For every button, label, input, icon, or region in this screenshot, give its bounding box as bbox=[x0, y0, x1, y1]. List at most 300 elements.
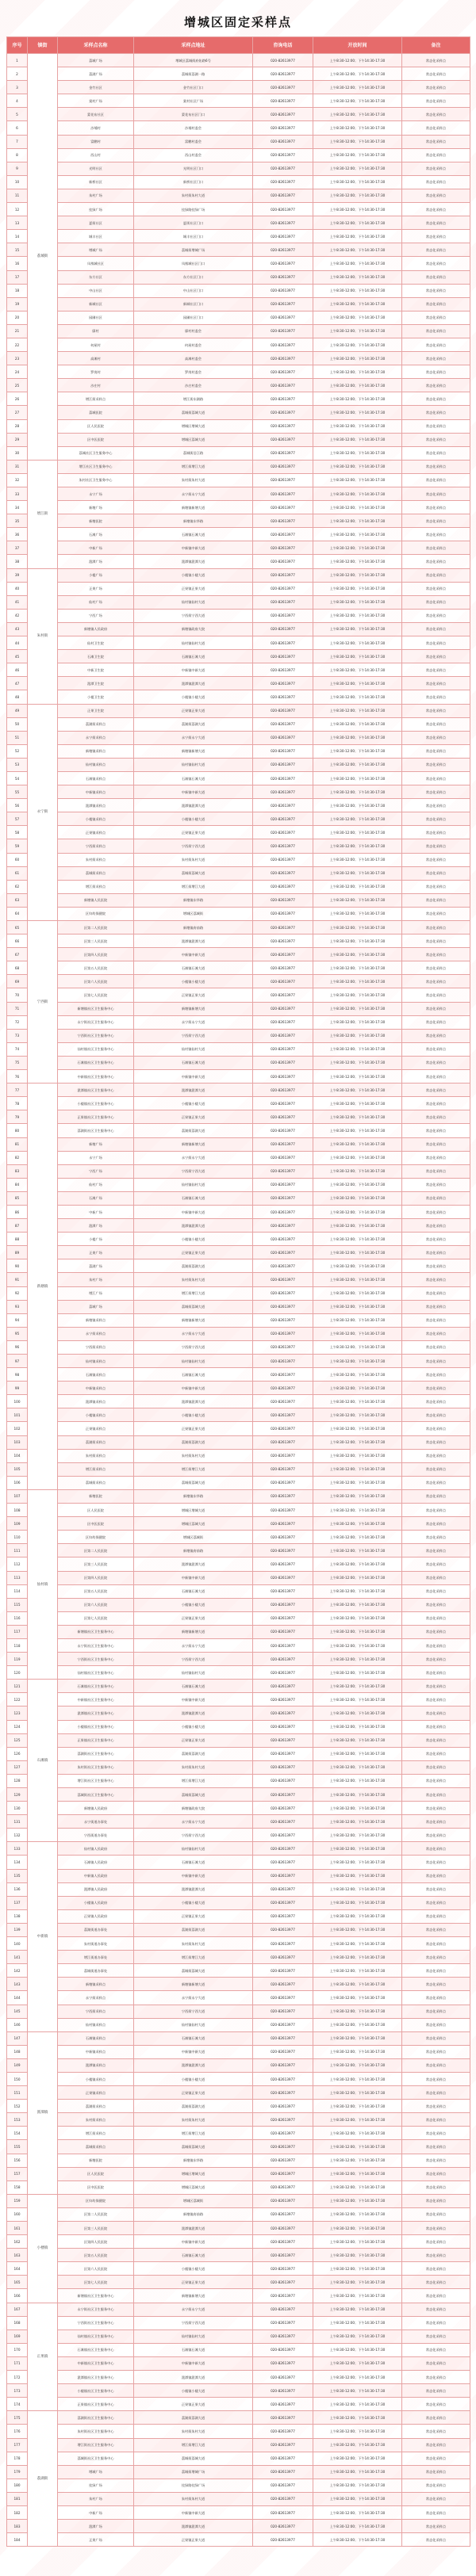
cell-site-name: 正果广场 bbox=[58, 2533, 134, 2547]
cell-phone: 020-82613977 bbox=[253, 690, 313, 704]
cell-site-name: 石滩镇社区卫生服务中心 bbox=[58, 1056, 134, 1069]
table-row bbox=[7, 1680, 470, 1693]
cell-hours: 上午8:30-12:00；下午14:30-17:30 bbox=[313, 2140, 402, 2154]
cell-phone: 020-82613977 bbox=[253, 1733, 313, 1747]
cell-note: 常态化采样点 bbox=[402, 243, 470, 257]
cell-site-name: 小楼镇社区卫生服务中心 bbox=[58, 2384, 134, 2398]
cell-phone: 020-82613977 bbox=[253, 1313, 313, 1327]
cell-no: 103 bbox=[7, 1435, 28, 1449]
cell-site-address: 新塘镇政府大院 bbox=[134, 1802, 253, 1815]
cell-phone: 020-82613977 bbox=[253, 758, 313, 771]
cell-site-name: 区第六人民医院 bbox=[58, 2262, 134, 2276]
cell-no: 89 bbox=[7, 1246, 28, 1259]
cell-site-name: 小楼镇采样点 bbox=[58, 812, 134, 826]
cell-note: 常态化采样点 bbox=[402, 2479, 470, 2492]
cell-hours: 上午8:30-12:00；下午14:30-17:30 bbox=[313, 704, 402, 717]
table-row bbox=[7, 2465, 470, 2479]
cell-hours: 上午8:30-12:00；下午14:30-17:30 bbox=[313, 1611, 402, 1625]
table-row bbox=[7, 1178, 470, 1191]
table-row bbox=[7, 1504, 470, 1517]
cell-phone: 020-82613977 bbox=[253, 1517, 313, 1531]
cell-no: 155 bbox=[7, 2140, 28, 2154]
cell-note: 常态化采样点 bbox=[402, 866, 470, 880]
table-row bbox=[7, 1693, 470, 1707]
cell-note: 常态化采样点 bbox=[402, 1842, 470, 1856]
cell-hours: 上午8:30-12:00；下午14:30-17:30 bbox=[313, 257, 402, 270]
cell-hours: 上午8:30-12:00；下午14:30-17:30 bbox=[313, 1273, 402, 1286]
cell-site-address: 石滩镇石滩大道 bbox=[134, 2343, 253, 2356]
cell-site-name: 朱村街采样点 bbox=[58, 853, 134, 866]
cell-site-address: 正果镇正果大道 bbox=[134, 2276, 253, 2289]
table-row bbox=[7, 270, 470, 284]
cell-no: 96 bbox=[7, 1340, 28, 1354]
cell-note: 常态化采样点 bbox=[402, 324, 470, 338]
cell-phone: 020-82613977 bbox=[253, 2045, 313, 2058]
cell-note: 常态化采样点 bbox=[402, 1774, 470, 1787]
cell-site-name: 区第七人民医院 bbox=[58, 988, 134, 1002]
cell-hours: 上午8:30-12:00；下午14:30-17:30 bbox=[313, 1638, 402, 1652]
cell-hours: 上午8:30-12:00；下午14:30-17:30 bbox=[313, 2072, 402, 2085]
cell-no: 140 bbox=[7, 1937, 28, 1951]
cell-hours: 上午8:30-12:00；下午14:30-17:30 bbox=[313, 1042, 402, 1056]
cell-note: 常态化采样点 bbox=[402, 2505, 470, 2519]
cell-site-name: 城丰社区 bbox=[58, 230, 134, 243]
cell-no: 133 bbox=[7, 1842, 28, 1856]
cell-note: 常态化采样点 bbox=[402, 2249, 470, 2262]
cell-note: 常态化采样点 bbox=[402, 2018, 470, 2031]
cell-phone: 020-82613977 bbox=[253, 1219, 313, 1233]
cell-no: 81 bbox=[7, 1137, 28, 1151]
cell-site-address: 荔城街荔城大道 bbox=[134, 406, 253, 419]
cell-note: 常态化采样点 bbox=[402, 975, 470, 988]
cell-site-name: 小楼镇社区卫生服务中心 bbox=[58, 1720, 134, 1733]
cell-site-address: 宁西街宁西大道 bbox=[134, 1340, 253, 1354]
cell-site-address: 派潭镇派潭大道 bbox=[134, 1557, 253, 1571]
cell-phone: 020-82613977 bbox=[253, 81, 313, 94]
cell-site-address: 派潭镇派潭大道 bbox=[134, 555, 253, 568]
cell-note: 常态化采样点 bbox=[402, 2086, 470, 2100]
cell-site-address: 新塘镇府前路 bbox=[134, 921, 253, 934]
cell-phone: 020-82613977 bbox=[253, 1070, 313, 1084]
cell-hours: 上午8:30-12:00；下午14:30-17:30 bbox=[313, 1015, 402, 1029]
cell-site-address: 中新镇中新大道 bbox=[134, 785, 253, 799]
cell-hours: 上午8:30-12:00；下午14:30-17:30 bbox=[313, 948, 402, 961]
cell-phone: 020-82613977 bbox=[253, 297, 313, 311]
cell-town: 永宁街 bbox=[28, 704, 58, 921]
table-row bbox=[7, 2167, 470, 2180]
table-row bbox=[7, 799, 470, 812]
table-row bbox=[7, 1164, 470, 1178]
cell-note: 常态化采样点 bbox=[402, 94, 470, 108]
table-row bbox=[7, 2249, 470, 2262]
cell-site-name: 区第三人民医院 bbox=[58, 934, 134, 948]
table-row bbox=[7, 1233, 470, 1246]
table-row bbox=[7, 717, 470, 731]
cell-site-name: 区第七人民医院 bbox=[58, 2276, 134, 2289]
cell-no: 113 bbox=[7, 1571, 28, 1584]
cell-no: 23 bbox=[7, 352, 28, 365]
cell-no: 27 bbox=[7, 406, 28, 419]
cell-no: 149 bbox=[7, 2058, 28, 2072]
cell-site-name: 区第六人民医院 bbox=[58, 1598, 134, 1611]
table-row bbox=[7, 1625, 470, 1638]
table-row bbox=[7, 2452, 470, 2465]
cell-site-address: 朱村街朱村大道 bbox=[134, 2425, 253, 2438]
cell-site-address: 荔湖街荔湖大道 bbox=[134, 2411, 253, 2425]
cell-hours: 上午8:30-12:00；下午14:30-17:30 bbox=[313, 744, 402, 758]
cell-note: 常态化采样点 bbox=[402, 1923, 470, 1936]
cell-hours: 上午8:30-12:00；下午14:30-17:30 bbox=[313, 1164, 402, 1178]
cell-site-name: 区中医医院 bbox=[58, 433, 134, 446]
cell-phone: 020-82613977 bbox=[253, 352, 313, 365]
cell-site-address: 仙村镇仙村大道 bbox=[134, 595, 253, 609]
cell-hours: 上午8:30-12:00；下午14:30-17:30 bbox=[313, 1544, 402, 1557]
table-row bbox=[7, 2086, 470, 2100]
cell-phone: 020-82613977 bbox=[253, 988, 313, 1002]
cell-site-name: 荔湖街采样点 bbox=[58, 2100, 134, 2113]
cell-no: 182 bbox=[7, 2505, 28, 2519]
cell-hours: 上午8:30-12:00；下午14:30-17:30 bbox=[313, 1422, 402, 1435]
cell-no: 124 bbox=[7, 1720, 28, 1733]
cell-site-address: 派潭镇派潭大道 bbox=[134, 1707, 253, 1720]
cell-site-address: 宁西街宁西大道 bbox=[134, 2005, 253, 2018]
cell-no: 167 bbox=[7, 2303, 28, 2316]
cell-note: 常态化采样点 bbox=[402, 1815, 470, 1829]
cell-site-name: 新塘镇人民政府 bbox=[58, 1802, 134, 1815]
table-row bbox=[7, 663, 470, 677]
cell-site-address: 增城区荔城街 bbox=[134, 907, 253, 920]
cell-phone: 020-82613977 bbox=[253, 1531, 313, 1544]
cell-phone: 020-82613977 bbox=[253, 1476, 313, 1489]
table-row bbox=[7, 541, 470, 555]
cell-site-address: 正果镇正果大道 bbox=[134, 988, 253, 1002]
cell-note: 常态化采样点 bbox=[402, 2031, 470, 2045]
cell-hours: 上午8:30-12:00；下午14:30-17:30 bbox=[313, 1355, 402, 1368]
cell-site-name: 正果镇采样点 bbox=[58, 1422, 134, 1435]
cell-note: 常态化采样点 bbox=[402, 433, 470, 446]
table-row bbox=[7, 2520, 470, 2533]
cell-no: 46 bbox=[7, 663, 28, 677]
cell-no: 60 bbox=[7, 853, 28, 866]
cell-phone: 020-82613977 bbox=[253, 744, 313, 758]
cell-site-address: 小楼镇小楼大道 bbox=[134, 1598, 253, 1611]
table-row bbox=[7, 446, 470, 460]
cell-phone: 020-82613977 bbox=[253, 1504, 313, 1517]
table-row bbox=[7, 1544, 470, 1557]
cell-no: 114 bbox=[7, 1584, 28, 1598]
cell-hours: 上午8:30-12:00；下午14:30-17:30 bbox=[313, 853, 402, 866]
table-row bbox=[7, 2194, 470, 2207]
cell-site-name: 夏街社区 bbox=[58, 216, 134, 230]
cell-hours: 上午8:30-12:00；下午14:30-17:30 bbox=[313, 1802, 402, 1815]
table-row bbox=[7, 2343, 470, 2356]
cell-no: 38 bbox=[7, 555, 28, 568]
cell-note: 常态化采样点 bbox=[402, 677, 470, 690]
cell-hours: 上午8:30-12:00；下午14:30-17:30 bbox=[313, 379, 402, 392]
cell-note: 常态化采样点 bbox=[402, 230, 470, 243]
cell-site-address: 新塘镇东华路 bbox=[134, 1489, 253, 1503]
cell-hours: 上午8:30-12:00；下午14:30-17:30 bbox=[313, 2154, 402, 2167]
table-row bbox=[7, 1313, 470, 1327]
cell-site-address: 正果镇正果大道 bbox=[134, 582, 253, 595]
cell-note: 常态化采样点 bbox=[402, 622, 470, 636]
cell-site-name: 仙村镇社区卫生服务中心 bbox=[58, 1666, 134, 1680]
cell-site-address: 朱村街朱村大道 bbox=[134, 189, 253, 202]
cell-no: 95 bbox=[7, 1327, 28, 1340]
cell-site-name: 新塘镇社区卫生服务中心 bbox=[58, 1002, 134, 1015]
cell-phone: 020-82613977 bbox=[253, 2127, 313, 2140]
cell-note: 常态化采样点 bbox=[402, 2465, 470, 2479]
cell-site-name: 中新广场 bbox=[58, 2505, 134, 2519]
cell-site-name: 仙村镇社区卫生服务中心 bbox=[58, 1042, 134, 1056]
cell-site-address: 宁西街宁西大道 bbox=[134, 1653, 253, 1666]
cell-site-address: 朱村街朱村大道 bbox=[134, 2113, 253, 2127]
cell-site-address: 仙村镇仙村大道 bbox=[134, 2329, 253, 2343]
cell-no: 68 bbox=[7, 961, 28, 975]
table-header-row bbox=[7, 37, 470, 54]
table-row bbox=[7, 1340, 470, 1354]
cell-no: 163 bbox=[7, 2249, 28, 2262]
cell-phone: 020-82613977 bbox=[253, 2194, 313, 2207]
cell-site-name: 朱村街社区卫生服务中心 bbox=[58, 2425, 134, 2438]
table-row bbox=[7, 1517, 470, 1531]
cell-phone: 020-82613977 bbox=[253, 799, 313, 812]
cell-no: 111 bbox=[7, 1544, 28, 1557]
table-row bbox=[7, 1923, 470, 1936]
cell-site-address: 增城区荔城大道 bbox=[134, 433, 253, 446]
cell-note: 常态化采样点 bbox=[402, 1504, 470, 1517]
cell-site-address: 正果镇正果大道 bbox=[134, 826, 253, 839]
cell-site-address: 仙村镇仙村大道 bbox=[134, 2018, 253, 2031]
table-row bbox=[7, 514, 470, 528]
table-row bbox=[7, 1666, 470, 1680]
cell-no: 22 bbox=[7, 338, 28, 351]
cell-site-name: 荔湖广场 bbox=[58, 1259, 134, 1273]
cell-hours: 上午8:30-12:00；下午14:30-17:30 bbox=[313, 1557, 402, 1571]
cell-note: 常态化采样点 bbox=[402, 487, 470, 501]
table-row bbox=[7, 2222, 470, 2235]
cell-site-name: 宁西街社区卫生服务中心 bbox=[58, 1653, 134, 1666]
table-row bbox=[7, 1598, 470, 1611]
cell-note: 常态化采样点 bbox=[402, 2452, 470, 2465]
cell-no: 148 bbox=[7, 2045, 28, 2058]
cell-note: 常态化采样点 bbox=[402, 162, 470, 175]
cell-site-name: 增江街采样点 bbox=[58, 2127, 134, 2140]
cell-no: 120 bbox=[7, 1666, 28, 1680]
cell-note: 常态化采样点 bbox=[402, 2276, 470, 2289]
cell-no: 102 bbox=[7, 1422, 28, 1435]
cell-note: 常态化采样点 bbox=[402, 1611, 470, 1625]
cell-phone: 020-82613977 bbox=[253, 1435, 313, 1449]
table-row bbox=[7, 2398, 470, 2411]
cell-note: 常态化采样点 bbox=[402, 1300, 470, 1313]
cell-phone: 020-82613977 bbox=[253, 514, 313, 528]
cell-no: 128 bbox=[7, 1774, 28, 1787]
cell-phone: 020-82613977 bbox=[253, 677, 313, 690]
cell-hours: 上午8:30-12:00；下午14:30-17:30 bbox=[313, 1978, 402, 1991]
cell-note: 常态化采样点 bbox=[402, 352, 470, 365]
table-row bbox=[7, 108, 470, 121]
cell-site-address: 中新镇中新大道 bbox=[134, 1382, 253, 1395]
cell-no: 58 bbox=[7, 826, 28, 839]
cell-hours: 上午8:30-12:00；下午14:30-17:30 bbox=[313, 1327, 402, 1340]
cell-site-address: 石滩镇石滩大道 bbox=[134, 771, 253, 785]
cell-hours: 上午8:30-12:00；下午14:30-17:30 bbox=[313, 1313, 402, 1327]
cell-hours: 上午8:30-12:00；下午14:30-17:30 bbox=[313, 1300, 402, 1313]
table-row bbox=[7, 352, 470, 365]
cell-site-address: 派潭镇派潭大道 bbox=[134, 2520, 253, 2533]
table-row bbox=[7, 893, 470, 907]
cell-phone: 020-82613977 bbox=[253, 2058, 313, 2072]
table-row bbox=[7, 1653, 470, 1666]
cell-phone: 020-82613977 bbox=[253, 1259, 313, 1273]
table-row bbox=[7, 1937, 470, 1951]
table-row bbox=[7, 94, 470, 108]
cell-site-name: 宁西街社区卫生服务中心 bbox=[58, 2316, 134, 2329]
table-row bbox=[7, 1327, 470, 1340]
cell-site-address: 仙村镇仙村大道 bbox=[134, 1042, 253, 1056]
table-row bbox=[7, 1395, 470, 1408]
cell-phone: 020-82613977 bbox=[253, 189, 313, 202]
cell-note: 常态化采样点 bbox=[402, 1489, 470, 1503]
cell-site-name: 荔湖街采样点 bbox=[58, 717, 134, 731]
cell-site-name: 永宁街社区卫生服务中心 bbox=[58, 1015, 134, 1029]
cell-note: 常态化采样点 bbox=[402, 1002, 470, 1015]
cell-note: 常态化采样点 bbox=[402, 1598, 470, 1611]
cell-site-name: 永宁街道办事处 bbox=[58, 1815, 134, 1829]
cell-no: 87 bbox=[7, 1219, 28, 1233]
cell-hours: 上午8:30-12:00；下午14:30-17:30 bbox=[313, 1760, 402, 1774]
cell-hours: 上午8:30-12:00；下午14:30-17:30 bbox=[313, 2289, 402, 2303]
cell-no: 106 bbox=[7, 1476, 28, 1489]
table-row bbox=[7, 1638, 470, 1652]
cell-site-name: 增江社区卫生服务中心 bbox=[58, 460, 134, 473]
cell-phone: 020-82613977 bbox=[253, 1408, 313, 1422]
cell-site-name: 挂绿广场 bbox=[58, 203, 134, 216]
cell-phone: 020-82613977 bbox=[253, 203, 313, 216]
cell-site-name: 仙村镇社区卫生服务中心 bbox=[58, 2329, 134, 2343]
cell-hours: 上午8:30-12:00；下午14:30-17:30 bbox=[313, 2492, 402, 2505]
cell-site-name: 荔湖街采样点 bbox=[58, 1435, 134, 1449]
cell-note: 常态化采样点 bbox=[402, 1733, 470, 1747]
cell-no: 13 bbox=[7, 216, 28, 230]
cell-site-name: 园圃社区 bbox=[58, 311, 134, 324]
cell-site-name: 高滩村 bbox=[58, 352, 134, 365]
cell-site-name: 新塘镇人民政府 bbox=[58, 622, 134, 636]
cell-no: 160 bbox=[7, 2207, 28, 2221]
cell-phone: 020-82613977 bbox=[253, 1598, 313, 1611]
cell-note: 常态化采样点 bbox=[402, 1653, 470, 1666]
cell-site-address: 永宁街永宁大道 bbox=[134, 1991, 253, 2005]
table-row bbox=[7, 1909, 470, 1923]
table-row bbox=[7, 2018, 470, 2031]
cell-no: 172 bbox=[7, 2371, 28, 2384]
table-row bbox=[7, 2289, 470, 2303]
cell-hours: 上午8:30-12:00；下午14:30-17:30 bbox=[313, 2371, 402, 2384]
cell-no: 109 bbox=[7, 1517, 28, 1531]
table-row bbox=[7, 2479, 470, 2492]
cell-hours: 上午8:30-12:00；下午14:30-17:30 bbox=[313, 2018, 402, 2031]
cell-site-name: 区妇幼保健院 bbox=[58, 907, 134, 920]
cell-phone: 020-82613977 bbox=[253, 1680, 313, 1693]
cell-phone: 020-82613977 bbox=[253, 121, 313, 135]
cell-note: 常态化采样点 bbox=[402, 1219, 470, 1233]
header-town: 镇街 bbox=[28, 37, 58, 54]
table-row bbox=[7, 2140, 470, 2154]
cell-site-address: 正果镇正果大道 bbox=[134, 2398, 253, 2411]
cell-no: 105 bbox=[7, 1462, 28, 1476]
cell-no: 43 bbox=[7, 622, 28, 636]
cell-site-address: 夏街社区门口 bbox=[134, 216, 253, 230]
cell-site-name: 朱村街道办事处 bbox=[58, 1937, 134, 1951]
cell-site-address: 派潭镇派潭大道 bbox=[134, 2371, 253, 2384]
cell-site-address: 荔湖街荔湖大道 bbox=[134, 717, 253, 731]
cell-site-address: 增城区荔城街 bbox=[134, 1531, 253, 1544]
cell-no: 117 bbox=[7, 1625, 28, 1638]
table-row bbox=[7, 203, 470, 216]
cell-note: 常态化采样点 bbox=[402, 1978, 470, 1991]
cell-site-name: 新塘医院 bbox=[58, 1489, 134, 1503]
cell-note: 常态化采样点 bbox=[402, 2140, 470, 2154]
cell-hours: 上午8:30-12:00；下午14:30-17:30 bbox=[313, 2127, 402, 2140]
table-row bbox=[7, 1137, 470, 1151]
cell-hours: 上午8:30-12:00；下午14:30-17:30 bbox=[313, 2438, 402, 2452]
cell-phone: 020-82613977 bbox=[253, 2316, 313, 2329]
cell-no: 107 bbox=[7, 1489, 28, 1503]
cell-hours: 上午8:30-12:00；下午14:30-17:30 bbox=[313, 1205, 402, 1218]
cell-site-address: 荔湖街荔湖大道 bbox=[134, 1435, 253, 1449]
cell-hours: 上午8:30-12:00；下午14:30-17:30 bbox=[313, 2329, 402, 2343]
cell-site-address: 仙村镇仙村大道 bbox=[134, 636, 253, 650]
cell-phone: 020-82613977 bbox=[253, 1544, 313, 1557]
table-row bbox=[7, 2207, 470, 2221]
cell-note: 常态化采样点 bbox=[402, 785, 470, 799]
cell-note: 常态化采样点 bbox=[402, 1462, 470, 1476]
cell-site-address: 朱村街朱村大道 bbox=[134, 2492, 253, 2505]
cell-site-name: 石滩镇社区卫生服务中心 bbox=[58, 2343, 134, 2356]
cell-site-address: 新塘镇新塘大道 bbox=[134, 1625, 253, 1638]
cell-no: 73 bbox=[7, 1029, 28, 1042]
cell-note: 常态化采样点 bbox=[402, 853, 470, 866]
cell-site-address: 挂绿路挂绿广场 bbox=[134, 203, 253, 216]
cell-site-name: 增江广场 bbox=[58, 1286, 134, 1300]
cell-hours: 上午8:30-12:00；下午14:30-17:30 bbox=[313, 2086, 402, 2100]
table-row bbox=[7, 1259, 470, 1273]
cell-hours: 上午8:30-12:00；下午14:30-17:30 bbox=[313, 1191, 402, 1205]
cell-note: 常态化采样点 bbox=[402, 121, 470, 135]
cell-site-name: 中新镇采样点 bbox=[58, 2045, 134, 2058]
cell-hours: 上午8:30-12:00；下午14:30-17:30 bbox=[313, 1896, 402, 1909]
cell-phone: 020-82613977 bbox=[253, 216, 313, 230]
cell-site-address: 派潭镇派潭大道 bbox=[134, 677, 253, 690]
cell-phone: 020-82613977 bbox=[253, 406, 313, 419]
cell-phone: 020-82613977 bbox=[253, 1707, 313, 1720]
cell-note: 常态化采样点 bbox=[402, 1882, 470, 1896]
cell-phone: 020-82613977 bbox=[253, 1923, 313, 1936]
cell-note: 常态化采样点 bbox=[402, 2384, 470, 2398]
cell-phone: 020-82613977 bbox=[253, 1395, 313, 1408]
cell-site-address: 正果镇正果大道 bbox=[134, 1422, 253, 1435]
cell-site-name: 石滩镇人民政府 bbox=[58, 1856, 134, 1869]
cell-site-name: 派潭镇社区卫生服务中心 bbox=[58, 2371, 134, 2384]
cell-site-address: 荔湖街荔湖大道 bbox=[134, 1124, 253, 1137]
cell-note: 常态化采样点 bbox=[402, 2005, 470, 2018]
cell-hours: 上午8:30-12:00；下午14:30-17:30 bbox=[313, 460, 402, 473]
cell-phone: 020-82613977 bbox=[253, 921, 313, 934]
cell-hours: 上午8:30-12:00；下午14:30-17:30 bbox=[313, 433, 402, 446]
cell-note: 常态化采样点 bbox=[402, 1273, 470, 1286]
cell-phone: 020-82613977 bbox=[253, 1856, 313, 1869]
